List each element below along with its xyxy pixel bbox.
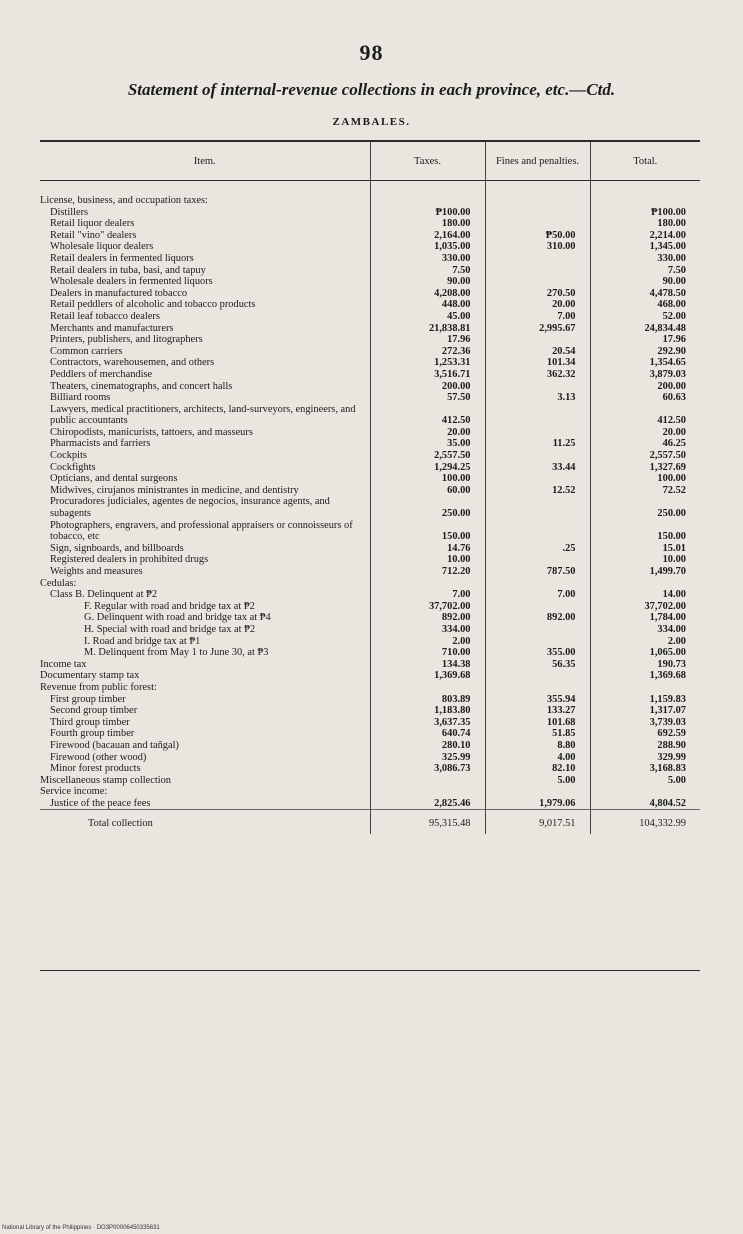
row-taxes-value: 2,557.50 [370, 450, 485, 462]
row-total-value: 412.50 [590, 404, 700, 427]
row-total-value: 1,369.68 [590, 670, 700, 682]
table-row [40, 288, 700, 300]
row-taxes-value: 35.00 [370, 438, 485, 450]
table-row [40, 381, 700, 393]
table-row [40, 694, 700, 706]
table-row [40, 682, 700, 694]
row-item-label: Income tax [40, 658, 87, 670]
row-taxes-value: 100.00 [370, 473, 485, 485]
row-fines-value: 8.80 [485, 740, 590, 752]
table-row [40, 265, 700, 277]
row-taxes-value: 10.00 [370, 554, 485, 566]
row-total-value: 1,159.83 [590, 694, 700, 706]
row-total-value: 60.63 [590, 392, 700, 404]
row-fines-value: 4.00 [485, 752, 590, 764]
table-row [40, 207, 700, 219]
table-row [40, 798, 700, 810]
row-item-label: G. Delinquent with road and bridge tax at ₱4 [84, 612, 271, 624]
column-header-total: Total. [590, 141, 700, 181]
row-taxes-value: 37,702.00 [370, 601, 485, 613]
bottom-rule [40, 970, 700, 971]
row-taxes-value: 280.10 [370, 740, 485, 752]
table-row [40, 392, 700, 404]
row-item-label: Class B. Delinquent at ₱2 [50, 589, 158, 601]
column-header-fines: Fines and penalties. [485, 141, 590, 181]
total-label: Total collection [40, 810, 370, 834]
row-taxes-value: 14.76 [370, 543, 485, 555]
row-item-label: Revenue from public forest: [40, 681, 157, 693]
row-total-value: 1,499.70 [590, 566, 700, 578]
table-row [40, 624, 700, 636]
total-total: 104,332.99 [590, 810, 700, 834]
row-item-label: Merchants and manufacturers [50, 322, 174, 334]
row-total-value: ₱100.00 [590, 207, 700, 219]
row-fines-value: 7.00 [485, 589, 590, 601]
row-item-label: Cedulas: [40, 577, 77, 589]
row-fines-value [485, 624, 590, 636]
page-title: Statement of internal-revenue collections in each province, etc.—Ctd. [127, 80, 616, 99]
table-row [40, 299, 700, 311]
row-fines-value [485, 473, 590, 485]
row-fines-value [485, 381, 590, 393]
row-total-value: 46.25 [590, 438, 700, 450]
row-fines-value: 56.35 [485, 659, 590, 671]
row-taxes-value: 7.00 [370, 589, 485, 601]
table-row [40, 230, 700, 242]
table-row [40, 195, 700, 207]
row-fines-value [485, 496, 590, 519]
table-row [40, 659, 700, 671]
table-row [40, 218, 700, 230]
table-row [40, 450, 700, 462]
row-item-label: Cockpits [50, 450, 87, 462]
row-total-value: 37,702.00 [590, 601, 700, 613]
row-total-value: 4,804.52 [590, 798, 700, 810]
table-row [40, 554, 700, 566]
row-fines-value: ₱50.00 [485, 230, 590, 242]
row-total-value: 14.00 [590, 589, 700, 601]
table-row [40, 276, 700, 288]
row-taxes-value: 45.00 [370, 311, 485, 323]
row-item-label: Wholesale liquor dealers [50, 241, 154, 253]
table-row [40, 462, 700, 474]
row-item-label: First group timber [50, 693, 126, 705]
column-header-item: Item. [40, 141, 370, 181]
row-item-label: Miscellaneous stamp collection [40, 774, 172, 786]
table-row [40, 241, 700, 253]
row-taxes-value: 1,035.00 [370, 241, 485, 253]
row-total-value: 250.00 [590, 496, 700, 519]
row-total-value: 1,784.00 [590, 612, 700, 624]
row-fines-value: 12.52 [485, 485, 590, 497]
row-fines-value: 355.00 [485, 647, 590, 659]
row-item-label: Lawyers, medical practitioners, architects, land-surveyors, engineers, and public accountants [50, 403, 356, 427]
row-taxes-value: 200.00 [370, 381, 485, 393]
row-taxes-value: 90.00 [370, 276, 485, 288]
row-fines-value [485, 404, 590, 427]
row-item-label: Common carriers [50, 345, 123, 357]
row-fines-value: 101.34 [485, 357, 590, 369]
row-item-label: Photographers, engravers, and professional appraisers or connoisseurs of tobacco, etc [50, 519, 353, 543]
page-number: 98 [359, 40, 384, 65]
row-item-label: Documentary stamp tax [40, 670, 140, 682]
row-total-value [590, 195, 700, 207]
row-fines-value: 11.25 [485, 438, 590, 450]
row-total-value: 200.00 [590, 381, 700, 393]
row-item-label: F. Regular with road and bridge tax at ₱2 [84, 600, 255, 612]
row-item-label: Weights and measures [50, 566, 143, 577]
row-total-value: 24,834.48 [590, 323, 700, 335]
row-total-value: 180.00 [590, 218, 700, 230]
row-fines-value: 2,995.67 [485, 323, 590, 335]
row-total-value: 90.00 [590, 276, 700, 288]
table-row [40, 601, 700, 613]
row-item-label: Fourth group timber [50, 728, 135, 740]
row-item-label: Retail liquor dealers [50, 218, 135, 230]
row-fines-value [485, 427, 590, 439]
row-item-label: Retail leaf tobacco dealers [50, 310, 160, 322]
column-header-taxes: Taxes. [370, 141, 485, 181]
row-taxes-value: 448.00 [370, 299, 485, 311]
row-taxes-value: 20.00 [370, 427, 485, 439]
table-row [40, 520, 700, 543]
row-item-label: Retail dealers in fermented liquors [50, 252, 194, 264]
table-row [40, 612, 700, 624]
row-taxes-value: ₱100.00 [370, 207, 485, 219]
row-fines-value: 270.50 [485, 288, 590, 300]
row-item-label: Chiropodists, manicurists, tattoers, and masseurs [50, 426, 253, 438]
row-taxes-value: 21,838.81 [370, 323, 485, 335]
row-total-value: 468.00 [590, 299, 700, 311]
row-taxes-value: 2,825.46 [370, 798, 485, 810]
row-total-value [590, 578, 700, 590]
total-row [40, 810, 700, 834]
row-fines-value: 20.00 [485, 299, 590, 311]
table-row [40, 253, 700, 265]
row-total-value: 1,354.65 [590, 357, 700, 369]
table-row [40, 427, 700, 439]
row-fines-value [485, 786, 590, 798]
row-taxes-value: 330.00 [370, 253, 485, 265]
table-row [40, 334, 700, 346]
table-row [40, 404, 700, 427]
row-item-label: Pharmacists and farriers [50, 438, 151, 450]
table-header-row [40, 141, 700, 181]
row-fines-value: 3.13 [485, 392, 590, 404]
row-total-value [590, 786, 700, 798]
row-total-value: 334.00 [590, 624, 700, 636]
row-fines-value [485, 207, 590, 219]
table-row [40, 438, 700, 450]
row-item-label: Opticians, and dental surgeons [50, 473, 178, 485]
row-total-value: 52.00 [590, 311, 700, 323]
row-fines-value: 787.50 [485, 566, 590, 578]
row-total-value: 100.00 [590, 473, 700, 485]
row-taxes-value: 7.50 [370, 265, 485, 277]
row-total-value: 330.00 [590, 253, 700, 265]
row-item-label: License, business, and occupation taxes: [40, 195, 208, 206]
table-spacer-row [40, 181, 700, 196]
row-fines-value [485, 670, 590, 682]
row-total-value: 1,317.07 [590, 705, 700, 717]
row-fines-value: 1,979.06 [485, 798, 590, 810]
row-item-label: Third group timber [50, 716, 130, 728]
table-row [40, 705, 700, 717]
library-stamp: National Library of the Philippines · DO3P00006450335631 [2, 1225, 160, 1231]
table-row [40, 740, 700, 752]
table-body [40, 181, 700, 810]
row-fines-value: 310.00 [485, 241, 590, 253]
row-taxes-value: 1,253.31 [370, 357, 485, 369]
row-total-value [590, 682, 700, 694]
row-total-value: 288.90 [590, 740, 700, 752]
row-taxes-value: 3,637.35 [370, 717, 485, 729]
table-row [40, 323, 700, 335]
total-taxes: 95,315.48 [370, 810, 485, 834]
row-item-label: Retail peddlers of alcoholic and tobacco products [50, 299, 256, 311]
table-row [40, 578, 700, 590]
row-fines-value [485, 578, 590, 590]
table-row [40, 636, 700, 648]
row-total-value: 2,214.00 [590, 230, 700, 242]
province-heading: ZAMBALES. [332, 116, 411, 128]
row-item-label: Theaters, cinematographs, and concert halls [50, 380, 233, 392]
row-total-value: 1,065.00 [590, 647, 700, 659]
row-fines-value: 51.85 [485, 728, 590, 740]
row-item-label: Printers, publishers, and litographers [50, 334, 203, 346]
row-item-label: Justice of the peace fees [50, 797, 151, 809]
row-taxes-value: 2.00 [370, 636, 485, 648]
table-row [40, 670, 700, 682]
row-fines-value: 355.94 [485, 694, 590, 706]
row-item-label: Firewood (other wood) [50, 751, 147, 763]
row-total-value: 4,478.50 [590, 288, 700, 300]
collections-table [40, 140, 700, 834]
row-item-label: Retail dealers in tuba, basi, and tapuy [50, 264, 206, 276]
row-item-label: Retail "vino" dealers [50, 229, 137, 241]
row-taxes-value [370, 682, 485, 694]
row-taxes-value: 3,516.71 [370, 369, 485, 381]
row-total-value: 329.99 [590, 752, 700, 764]
row-item-label: Wholesale dealers in fermented liquors [50, 276, 213, 288]
row-total-value: 2.00 [590, 636, 700, 648]
row-fines-value [485, 450, 590, 462]
row-taxes-value: 17.96 [370, 334, 485, 346]
row-fines-value [485, 601, 590, 613]
row-fines-value [485, 520, 590, 543]
row-item-label: Registered dealers in prohibited drugs [50, 554, 209, 566]
row-fines-value [485, 265, 590, 277]
row-fines-value: 892.00 [485, 612, 590, 624]
row-item-label: Distillers [50, 206, 89, 218]
row-taxes-value: 803.89 [370, 694, 485, 706]
row-taxes-value [370, 578, 485, 590]
table-row [40, 311, 700, 323]
table-row [40, 775, 700, 787]
row-total-value: 292.90 [590, 346, 700, 358]
table-row [40, 566, 700, 578]
row-item-label: Sign, signboards, and billboards [50, 542, 184, 554]
row-fines-value: 7.00 [485, 311, 590, 323]
row-total-value: 1,345.00 [590, 241, 700, 253]
row-taxes-value: 1,183.80 [370, 705, 485, 717]
row-fines-value [485, 253, 590, 265]
table-row [40, 346, 700, 358]
row-item-label: Minor forest products [50, 763, 141, 775]
row-taxes-value: 1,294.25 [370, 462, 485, 474]
row-item-label: Billiard rooms [50, 392, 111, 404]
row-taxes-value: 57.50 [370, 392, 485, 404]
table-row [40, 369, 700, 381]
row-total-value: 3,739.03 [590, 717, 700, 729]
row-total-value: 7.50 [590, 265, 700, 277]
row-fines-value: 101.68 [485, 717, 590, 729]
row-item-label: Firewood (bacauan and tañgal) [50, 739, 179, 751]
table-row [40, 589, 700, 601]
row-total-value: 72.52 [590, 485, 700, 497]
row-fines-value [485, 195, 590, 207]
row-total-value: 17.96 [590, 334, 700, 346]
row-item-label: Cockfights [50, 461, 96, 473]
row-item-label: Second group timber [50, 705, 138, 717]
row-item-label: Midwives, cirujanos ministrantes in medicine, and dentistry [50, 484, 299, 496]
row-fines-value [485, 636, 590, 648]
row-total-value: 20.00 [590, 427, 700, 439]
row-taxes-value: 60.00 [370, 485, 485, 497]
row-total-value: 3,168.83 [590, 763, 700, 775]
row-total-value: 190.73 [590, 659, 700, 671]
row-fines-value: 33.44 [485, 462, 590, 474]
table-row [40, 786, 700, 798]
row-taxes-value: 272.36 [370, 346, 485, 358]
table-row [40, 485, 700, 497]
row-fines-value: .25 [485, 543, 590, 555]
row-taxes-value: 325.99 [370, 752, 485, 764]
row-total-value: 5.00 [590, 775, 700, 787]
table-row [40, 752, 700, 764]
row-item-label: Dealers in manufactured tobacco [50, 287, 188, 299]
row-taxes-value: 334.00 [370, 624, 485, 636]
row-taxes-value: 2,164.00 [370, 230, 485, 242]
row-item-label: Peddlers of merchandise [50, 368, 153, 380]
row-fines-value [485, 276, 590, 288]
row-taxes-value: 250.00 [370, 496, 485, 519]
row-fines-value [485, 554, 590, 566]
row-fines-value: 20.54 [485, 346, 590, 358]
row-item-label: Procuradores judiciales, agentes de negocios, insurance agents, and subagents [50, 496, 330, 520]
table-row [40, 496, 700, 519]
row-taxes-value: 892.00 [370, 612, 485, 624]
row-taxes-value: 640.74 [370, 728, 485, 740]
row-fines-value: 133.27 [485, 705, 590, 717]
row-taxes-value [370, 786, 485, 798]
row-fines-value [485, 334, 590, 346]
row-item-label: Service income: [40, 786, 108, 798]
row-fines-value: 5.00 [485, 775, 590, 787]
row-total-value: 15.01 [590, 543, 700, 555]
row-fines-value [485, 218, 590, 230]
table-row [40, 647, 700, 659]
row-fines-value: 362.32 [485, 369, 590, 381]
row-total-value: 150.00 [590, 520, 700, 543]
row-taxes-value: 710.00 [370, 647, 485, 659]
row-item-label: M. Delinquent from May 1 to June 30, at ₱3 [84, 647, 269, 659]
table-row [40, 473, 700, 485]
row-total-value: 692.59 [590, 728, 700, 740]
row-total-value: 1,327.69 [590, 462, 700, 474]
row-item-label: I. Road and bridge tax at ₱1 [84, 635, 201, 647]
row-total-value: 2,557.50 [590, 450, 700, 462]
row-taxes-value [370, 195, 485, 207]
row-taxes-value: 412.50 [370, 404, 485, 427]
total-fines: 9,017.51 [485, 810, 590, 834]
row-taxes-value: 134.38 [370, 659, 485, 671]
table-row [40, 357, 700, 369]
row-taxes-value: 712.20 [370, 566, 485, 578]
row-taxes-value [370, 775, 485, 787]
row-taxes-value: 150.00 [370, 520, 485, 543]
row-taxes-value: 1,369.68 [370, 670, 485, 682]
row-taxes-value: 180.00 [370, 218, 485, 230]
table-row [40, 543, 700, 555]
row-item-label: H. Special with road and bridge tax at ₱2 [84, 623, 256, 635]
row-taxes-value: 3,086.73 [370, 763, 485, 775]
row-fines-value: 82.10 [485, 763, 590, 775]
table-row [40, 717, 700, 729]
table-row [40, 728, 700, 740]
row-taxes-value: 4,208.00 [370, 288, 485, 300]
row-item-label: Contractors, warehousemen, and others [50, 357, 215, 369]
row-total-value: 10.00 [590, 554, 700, 566]
row-total-value: 3,879.03 [590, 369, 700, 381]
row-fines-value [485, 682, 590, 694]
table-row [40, 763, 700, 775]
